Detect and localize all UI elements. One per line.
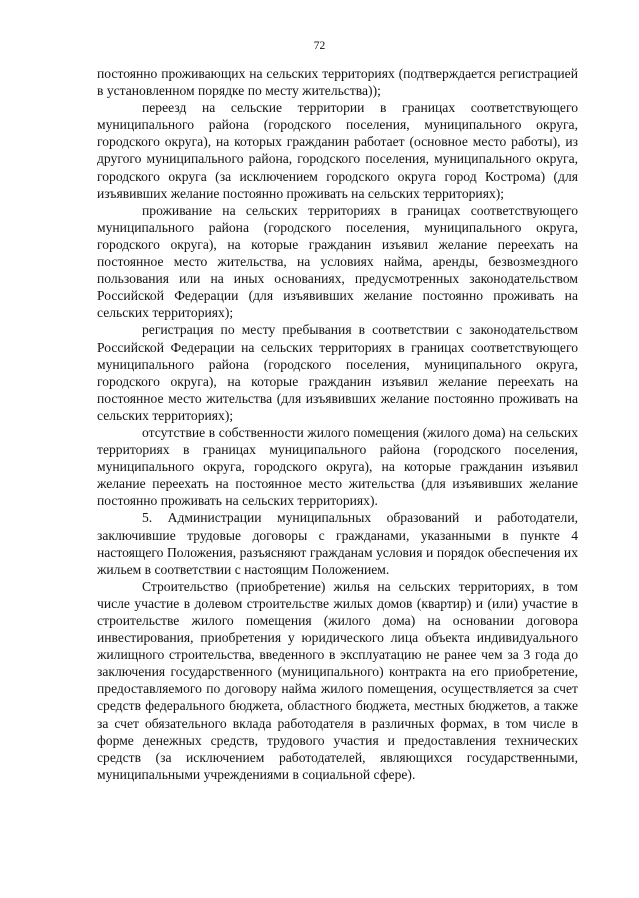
paragraph-construction-funding: Строительство (приобретение) жилья на сельских территориях, в том числе участие в долевом строительстве жилых домов (квартир) и (или) участие в строительстве жилого помещения (жилого дома) на основании договора инвестирования, приобретения у юридического лица объекта индивидуального жилищного строительства, введенного в эксплуатацию не ранее чем за 3 года до заключения государственного (муниципального) контракта на его приобретение, предоставляемого по договору найма жилого помещения, осуществляется за счет средств федерального бюджета, областного бюджета, местных бюджетов, а также за счет обязательного вклада работодателя в различных формах, в том числе в форме денежных средств, трудового участия и предоставления технических средств (за исключением работодателей, являющихся государственными, муниципальными учреждениями в социальной сфере). [97, 578, 578, 782]
paragraph-relocation: переезд на сельские территории в границах соответствующего муниципального района (городского поселения, муниципального округа, городского округа), на которых гражданин работает (основное место работы), из другого муниципального района, городского поселения, муниципального округа, городского округа (за исключением городского округа город Кострома) (для изъявивших желание постоянно проживать на сельских территориях); [97, 100, 578, 201]
page-number: 72 [313, 40, 326, 52]
paragraph-registration: регистрация по месту пребывания в соответствии с законодательством Российской Федерации на сельских территориях в границах соответствующего муниципального района (городского поселения, муниципального округа, городского округа), на которые гражданин изъявил желание переехать на постоянное место жительства (для изъявивших желание постоянно проживать на сельских территориях); [97, 322, 578, 423]
paragraph-no-property: отсутствие в собственности жилого помещения (жилого дома) на сельских территориях в границах муниципального района (городского поселения, муниципального округа, городского округа), на которые гражданин изъявил желание переехать на постоянное место жительства (для изъявивших желание постоянно проживать на сельских территориях). [97, 424, 578, 509]
paragraph-item-5: 5. Администрации муниципальных образований и работодатели, заключившие трудовые договоры с гражданами, указанными в пункте 4 настоящего Положения, разъясняют гражданам условия и порядок обеспечения их жильем в соответствии с настоящим Положением. [97, 510, 578, 577]
document-body [97, 65, 578, 783]
paragraph-residence: проживание на сельских территориях в границах соответствующего муниципального района (городского поселения, муниципального округа, городского округа), на которые гражданин изъявил желание переехать на постоянное место жительства, на условиях найма, аренды, безвозмездного пользования или на иных основаниях, предусмотренных законодательством Российской Федерации (для изъявивших желание постоянно проживать на сельских территориях); [97, 202, 578, 321]
paragraph-continuation: постоянно проживающих на сельских территориях (подтверждается регистрацией в установленном порядке по месту жительства)); [97, 66, 578, 99]
